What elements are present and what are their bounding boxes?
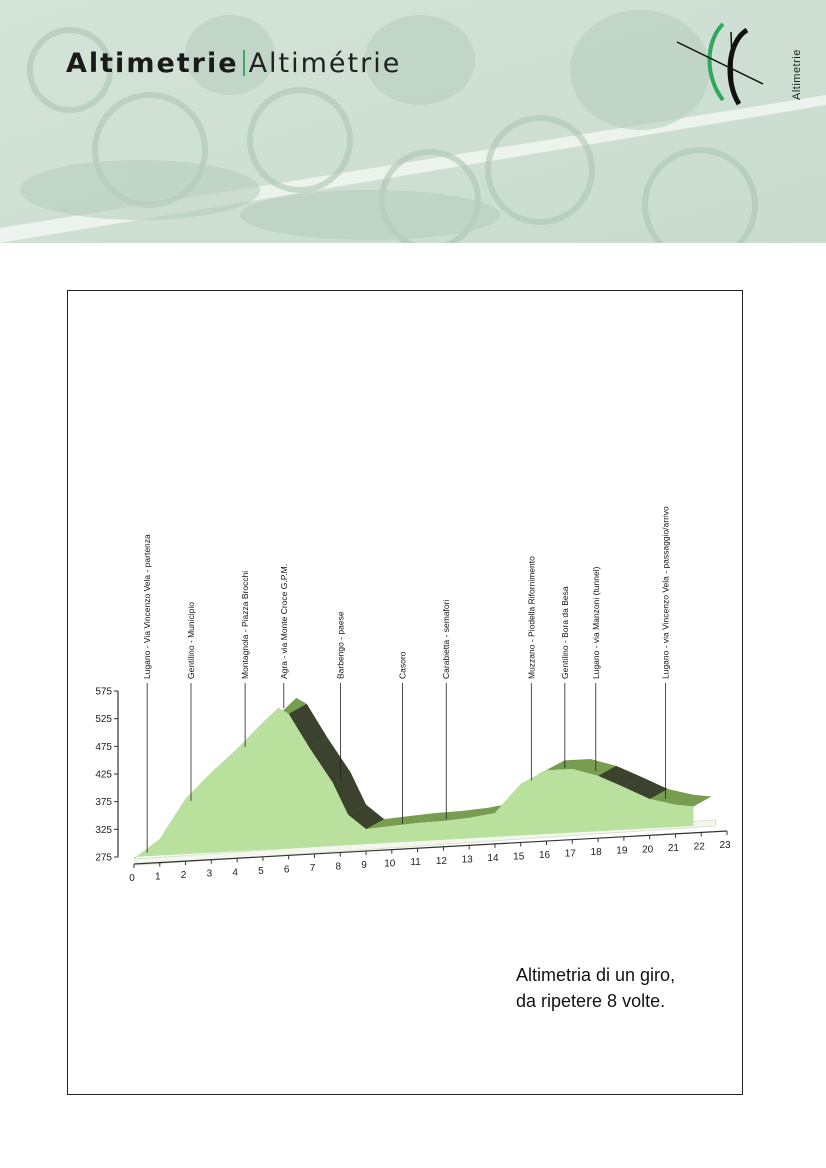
waypoint-label: Muzzano - Piodella Rifornimento: [526, 556, 537, 679]
x-tick-label: 8: [335, 861, 342, 873]
note-line-1: Altimetria di un giro,: [516, 965, 676, 985]
x-tick-label: 10: [384, 858, 396, 870]
x-tick-label: 12: [435, 855, 447, 867]
x-tick-label: 18: [590, 847, 602, 859]
side-label: Altimetrie: [791, 49, 803, 100]
y-tick-label: 475: [95, 741, 112, 753]
waypoint-label: Agra - via Monte Croce G.P.M.: [278, 563, 289, 679]
x-tick-label: 7: [309, 862, 316, 874]
title-light: Altimétrie: [248, 48, 402, 79]
y-tick-label: 375: [95, 797, 112, 809]
y-tick-label: 525: [95, 714, 112, 726]
x-tick-label: 9: [361, 860, 367, 872]
x-tick-label: 19: [616, 845, 628, 857]
title-bold: Altimetrie: [66, 48, 239, 79]
y-tick-label: 275: [95, 852, 112, 864]
y-tick-label: 425: [95, 769, 112, 781]
x-tick-label: 0: [129, 873, 135, 884]
x-tick-label: 5: [258, 865, 264, 877]
y-tick-label: 325: [95, 824, 112, 836]
x-tick-label: 22: [693, 841, 705, 853]
x-tick-label: 20: [642, 844, 654, 856]
waypoint-label: Casoro: [397, 651, 408, 679]
waypoint-label: Montagnola - Piazza Brocchi: [240, 570, 251, 679]
x-tick-label: 4: [232, 867, 238, 879]
x-tick-label: 17: [564, 848, 576, 860]
x-tick-label: 2: [180, 870, 187, 882]
x-tick-label: 11: [410, 857, 421, 869]
x-tick-label: 15: [513, 851, 525, 863]
y-tick-label: 575: [95, 686, 112, 698]
x-tick-label: 16: [538, 850, 551, 862]
waypoint-label: Gentilino - Municipio: [185, 601, 196, 679]
waypoint-label: Lugano - via Manzoni (tunnel): [590, 566, 601, 679]
note-line-2: da ripetere 8 volte.: [516, 991, 666, 1011]
waypoint-label: Gentilino - Bora da Besa: [559, 586, 570, 679]
waypoint-label: Barbengo - paese: [335, 611, 346, 679]
waypoint-label: Lugano - via Vincenzo Vela - passaggio/arrivo: [660, 506, 671, 679]
chart-note: [516, 962, 675, 1014]
x-tick-label: 14: [487, 852, 499, 864]
x-tick-label: 23: [719, 840, 731, 851]
x-tick-label: 6: [283, 864, 290, 876]
x-tick-label: 1: [155, 871, 161, 883]
x-tick-label: 3: [206, 868, 213, 880]
x-tick-label: 21: [667, 842, 679, 854]
x-tick-label: 13: [461, 854, 473, 866]
waypoint-label: Carabietta - semafori: [441, 599, 452, 679]
waypoint-label: Lugano - Via Vincenzo Vela - partenza: [142, 534, 153, 679]
